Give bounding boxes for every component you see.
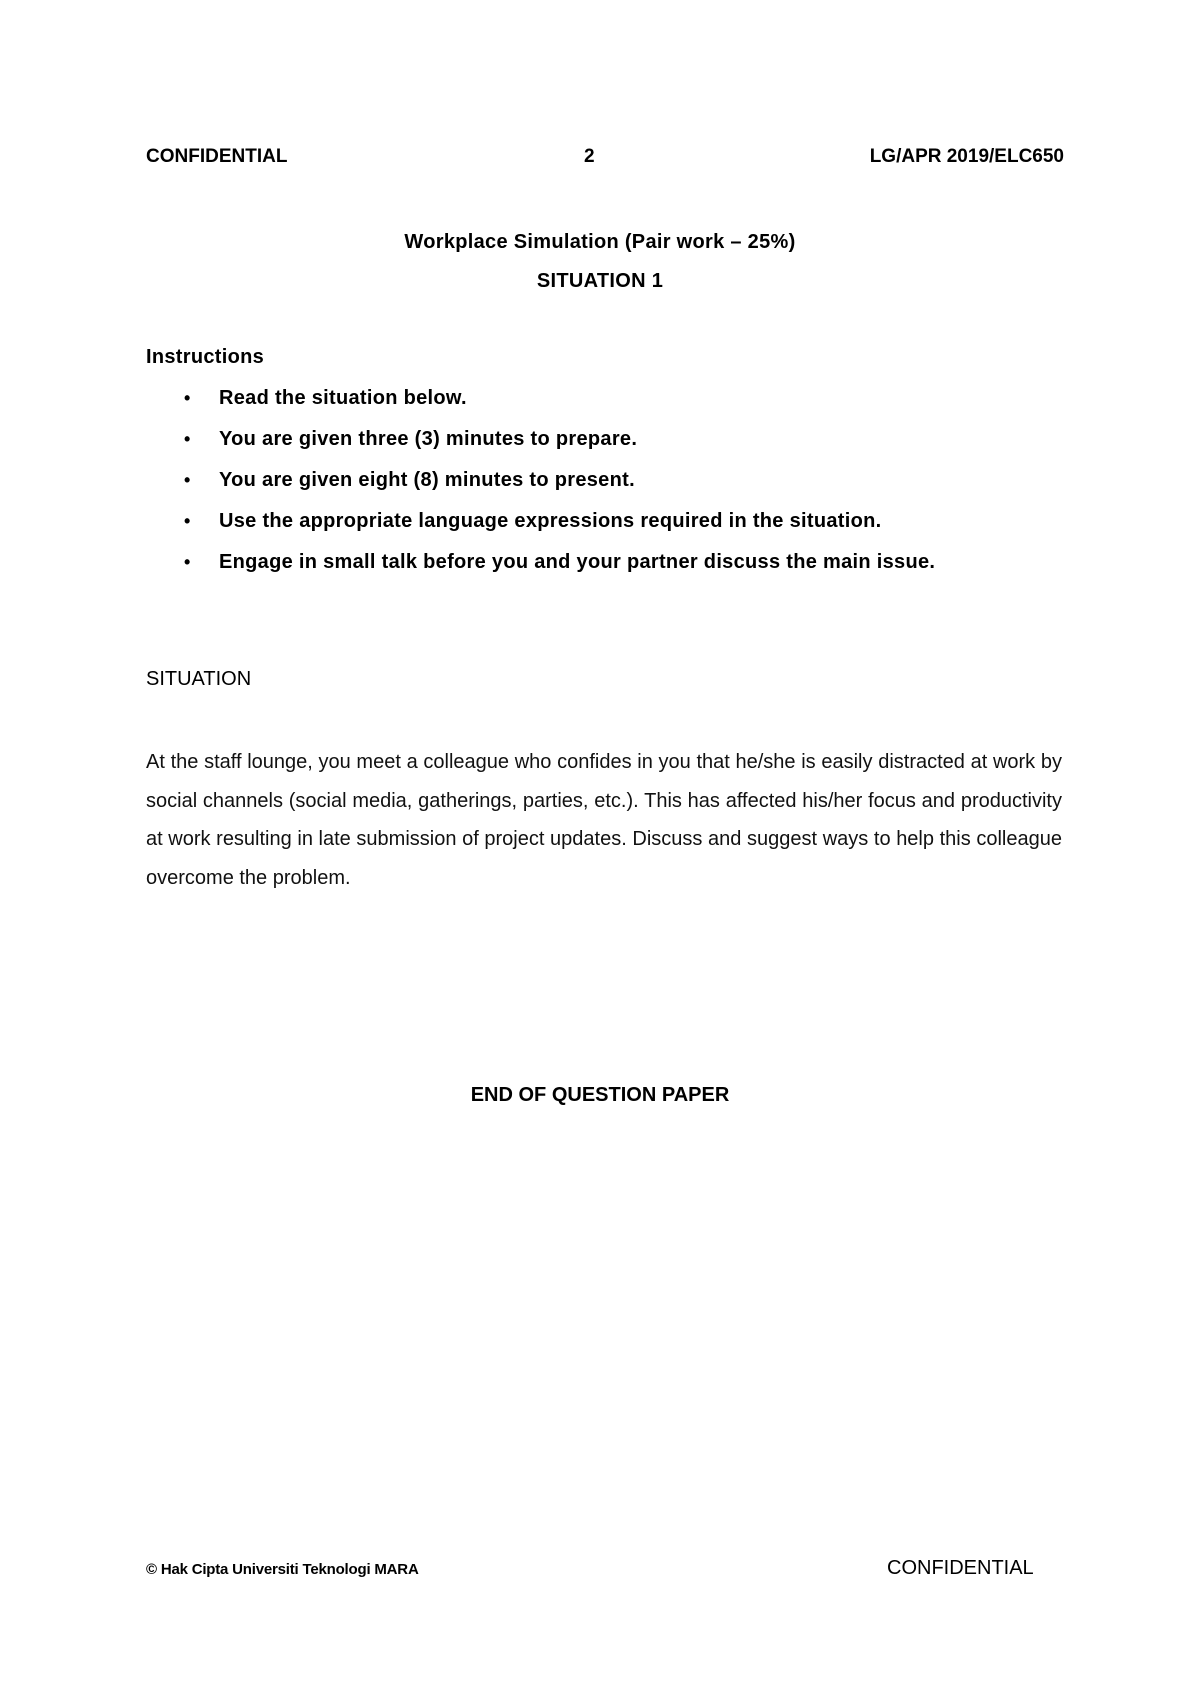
instructions-list bbox=[146, 386, 1066, 591]
instruction-text: Engage in small talk before you and your partner discuss the main issue. bbox=[219, 551, 936, 573]
bullet-icon: • bbox=[184, 511, 191, 531]
instruction-item bbox=[146, 468, 1066, 509]
situation-description: At the staff lounge, you meet a colleague who confides in you that he/she is easily distracted at work by social channels (social media, gatherings, parties, etc.). This has affected his/her focus and productivity at work resulting in late submission of project updates. Discuss and suggest ways to help this colleague overcome the problem. bbox=[146, 751, 1062, 889]
instruction-text: You are given eight (8) minutes to present. bbox=[219, 469, 635, 491]
instruction-text: You are given three (3) minutes to prepare. bbox=[219, 428, 638, 450]
instruction-text: Use the appropriate language expressions required in the situation. bbox=[219, 510, 882, 532]
footer-copyright: © Hak Cipta Universiti Teknologi MARA bbox=[146, 1561, 419, 1578]
bullet-icon: • bbox=[184, 552, 191, 572]
bullet-icon: • bbox=[184, 388, 191, 408]
header-confidential-label: CONFIDENTIAL bbox=[146, 146, 288, 167]
instruction-item bbox=[146, 550, 1066, 591]
instruction-item bbox=[146, 386, 1066, 427]
end-of-paper-note: END OF QUESTION PAPER bbox=[470, 1084, 730, 1106]
bullet-icon: • bbox=[184, 429, 191, 449]
bullet-icon: • bbox=[184, 470, 191, 490]
instruction-text: Read the situation below. bbox=[219, 387, 467, 409]
page-header bbox=[146, 146, 1064, 170]
instruction-item bbox=[146, 427, 1066, 468]
footer-confidential-label: CONFIDENTIAL bbox=[887, 1557, 1034, 1579]
situation-number-heading: SITUATION 1 bbox=[536, 270, 664, 292]
instructions-heading: Instructions bbox=[146, 346, 265, 368]
header-paper-code: LG/APR 2019/ELC650 bbox=[869, 146, 1064, 167]
situation-label: SITUATION bbox=[146, 668, 252, 690]
instruction-item bbox=[146, 509, 1066, 550]
document-title: Workplace Simulation (Pair work – 25%) bbox=[404, 231, 796, 253]
header-page-number: 2 bbox=[584, 146, 595, 167]
